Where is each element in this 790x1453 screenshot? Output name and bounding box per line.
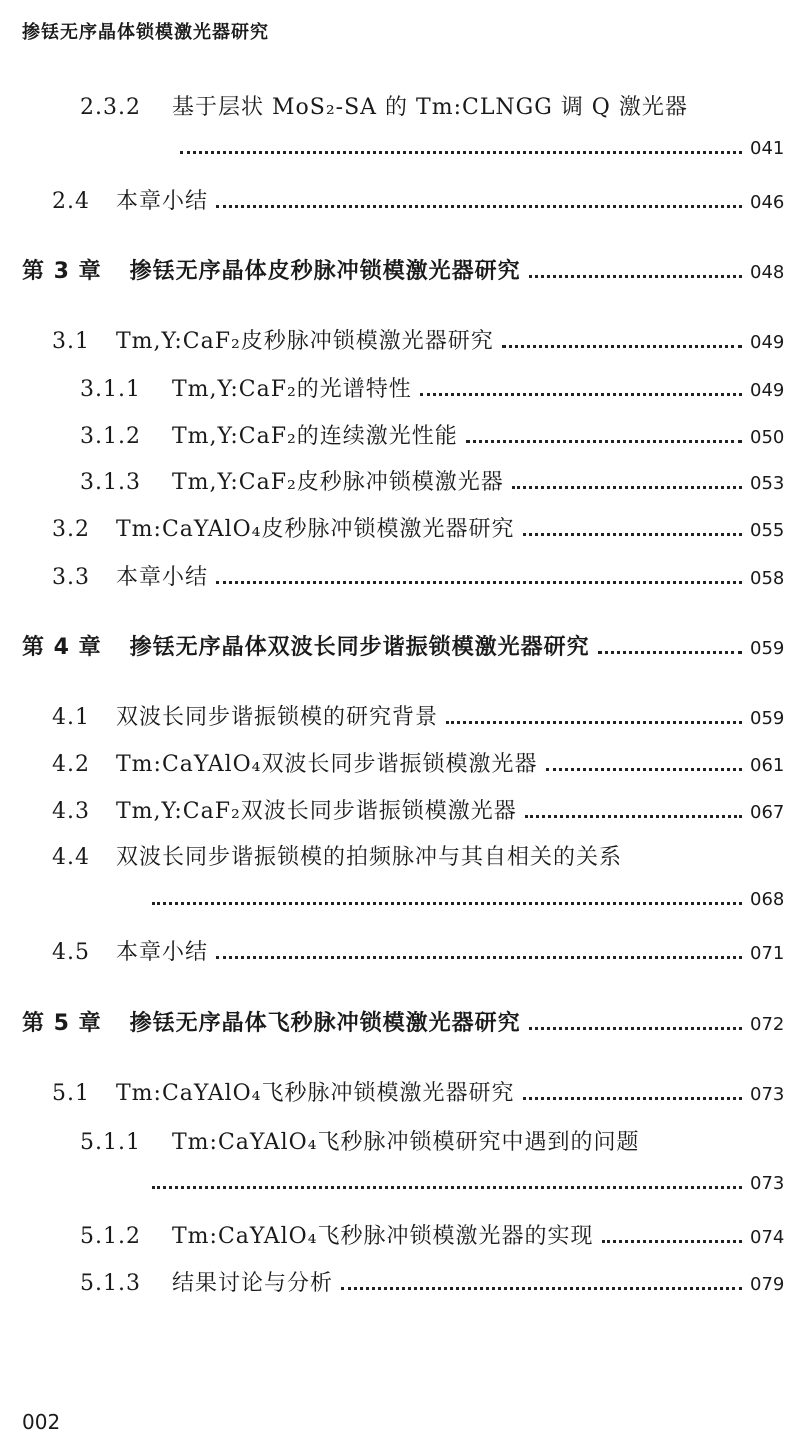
toc-entry-number: 5.1.3	[80, 1271, 141, 1296]
toc-chapter-number: 第 5 章	[22, 1011, 102, 1036]
toc-entry-4-4[interactable]	[0, 840, 790, 871]
toc-entry-number: 4.3	[52, 799, 90, 824]
toc-entry-title: 本章小结	[116, 940, 209, 965]
toc-entry-page: 074	[750, 1227, 785, 1248]
dot-leader	[216, 204, 742, 208]
dot-leader	[523, 532, 743, 536]
toc-entry-page: 050	[750, 427, 785, 448]
toc-entry-number: 3.1.3	[80, 470, 141, 495]
toc-entry-number: 4.2	[52, 752, 90, 777]
toc-entry-page: 053	[750, 473, 785, 494]
toc-entry-3-1-2[interactable]	[0, 419, 790, 450]
toc-chapter-title: 掺铥无序晶体皮秒脉冲锁模激光器研究	[129, 259, 521, 284]
toc-entry-3-3[interactable]	[0, 560, 790, 591]
toc-chapter-title: 掺铥无序晶体双波长同步谐振锁模激光器研究	[129, 635, 590, 660]
toc-entry-page: 079	[750, 1274, 785, 1295]
toc-entry-number: 3.1	[52, 329, 90, 354]
dot-leader	[529, 1026, 742, 1030]
toc-entry-number: 3.1.1	[80, 377, 141, 402]
toc-entry-5-1[interactable]	[0, 1076, 790, 1107]
page-number: 002	[22, 1410, 61, 1434]
toc-entry-number: 5.1	[52, 1081, 90, 1106]
running-header: 掺铥无序晶体锁模激光器研究	[22, 22, 269, 43]
dot-leader	[598, 650, 742, 654]
toc-entry-3-1-3[interactable]	[0, 465, 790, 496]
dot-leader	[216, 955, 742, 959]
toc-entry-title: 本章小结	[116, 565, 209, 590]
dot-leader	[420, 392, 742, 396]
toc-entry-title: Tm:CaYAlO₄双波长同步谐振锁模激光器	[116, 752, 538, 777]
dot-leader	[446, 720, 742, 724]
toc-entry-3-2[interactable]	[0, 512, 790, 543]
toc-entry-title: Tm,Y:CaF₂皮秒脉冲锁模激光器	[172, 470, 504, 495]
dot-leader	[512, 485, 742, 489]
toc-entry-number: 4.5	[52, 940, 90, 965]
toc-entry-number: 3.3	[52, 565, 90, 590]
toc-entry-4-4-leader-line	[0, 889, 790, 911]
toc-entry-number: 4.4	[52, 845, 90, 870]
toc-entry-3-1-1[interactable]	[0, 372, 790, 403]
toc-entry-title: 本章小结	[116, 189, 209, 214]
toc-entry-title: 基于层状 MoS₂-SA 的 Tm:CLNGG 调 Q 激光器	[172, 95, 688, 120]
dot-leader	[525, 814, 742, 818]
toc-entry-title: Tm,Y:CaF₂皮秒脉冲锁模激光器研究	[116, 329, 494, 354]
toc-entry-2-3-2[interactable]	[0, 90, 790, 121]
toc-entry-number: 5.1.2	[80, 1224, 141, 1249]
dot-leader	[152, 1185, 742, 1189]
toc-entry-number: 4.1	[52, 705, 90, 730]
toc-entry-page: 071	[750, 943, 785, 964]
toc-entry-4-1[interactable]	[0, 700, 790, 731]
toc-entry-2-3-2-leader-line	[0, 138, 790, 160]
toc-chapter-title: 掺铥无序晶体飞秒脉冲锁模激光器研究	[129, 1011, 521, 1036]
toc-entry-number: 2.3.2	[80, 95, 141, 120]
toc-chapter-5[interactable]	[0, 1006, 790, 1037]
dot-leader	[546, 767, 743, 771]
toc-entry-page: 072	[750, 1014, 785, 1035]
toc-entry-page: 058	[750, 568, 785, 589]
toc-entry-title: Tm:CaYAlO₄飞秒脉冲锁模激光器研究	[116, 1081, 515, 1106]
toc-entry-page: 061	[750, 755, 785, 776]
toc-entry-title: Tm:CaYAlO₄飞秒脉冲锁模激光器的实现	[172, 1224, 594, 1249]
toc-entry-title: Tm:CaYAlO₄飞秒脉冲锁模研究中遇到的问题	[172, 1130, 640, 1155]
toc-entry-5-1-1[interactable]	[0, 1125, 790, 1156]
toc-chapter-3[interactable]	[0, 254, 790, 285]
toc-entry-page: 055	[750, 520, 785, 541]
toc-entry-2-4[interactable]	[0, 184, 790, 215]
toc-chapter-number: 第 3 章	[22, 259, 102, 284]
toc-entry-5-1-1-leader-line	[0, 1173, 790, 1195]
toc-entry-title: 结果讨论与分析	[172, 1271, 334, 1296]
toc-entry-title: Tm,Y:CaF₂双波长同步谐振锁模激光器	[116, 799, 517, 824]
toc-entry-page: 059	[750, 708, 785, 729]
toc-entry-title: Tm:CaYAlO₄皮秒脉冲锁模激光器研究	[116, 517, 515, 542]
toc-entry-page: 073	[750, 1084, 785, 1105]
dot-leader	[180, 150, 742, 154]
toc-entry-4-2[interactable]	[0, 747, 790, 778]
toc-entry-page: 049	[750, 332, 785, 353]
toc-entry-4-3[interactable]	[0, 794, 790, 825]
toc-chapter-number: 第 4 章	[22, 635, 102, 660]
toc-entry-page: 046	[750, 192, 785, 213]
toc-entry-number: 5.1.1	[80, 1130, 141, 1155]
toc-entry-page: 073	[750, 1173, 785, 1194]
dot-leader	[466, 439, 742, 443]
toc-entry-5-1-3[interactable]	[0, 1266, 790, 1297]
dot-leader	[523, 1096, 743, 1100]
toc-entry-page: 068	[750, 889, 785, 910]
toc-entry-title: Tm,Y:CaF₂的光谱特性	[172, 377, 412, 402]
toc-entry-number: 2.4	[52, 189, 90, 214]
dot-leader	[216, 580, 742, 584]
toc-entry-title: 双波长同步谐振锁模的拍频脉冲与其自相关的关系	[116, 845, 623, 870]
toc-entry-number: 3.2	[52, 517, 90, 542]
toc-entry-page: 041	[750, 138, 785, 159]
dot-leader	[529, 274, 742, 278]
toc-entry-number: 3.1.2	[80, 424, 141, 449]
toc-entry-title: 双波长同步谐振锁模的研究背景	[116, 705, 439, 730]
toc-entry-page: 048	[750, 262, 785, 283]
toc-entry-5-1-2[interactable]	[0, 1219, 790, 1250]
toc-entry-page: 049	[750, 380, 785, 401]
toc-entry-title: Tm,Y:CaF₂的连续激光性能	[172, 424, 458, 449]
dot-leader	[502, 344, 742, 348]
toc-entry-3-1[interactable]	[0, 324, 790, 355]
dot-leader	[341, 1286, 742, 1290]
toc-entry-page: 059	[750, 638, 785, 659]
dot-leader	[602, 1239, 743, 1243]
toc-entry-4-5[interactable]	[0, 935, 790, 966]
dot-leader	[152, 901, 742, 905]
toc-chapter-4[interactable]	[0, 630, 790, 661]
toc-entry-page: 067	[750, 802, 785, 823]
